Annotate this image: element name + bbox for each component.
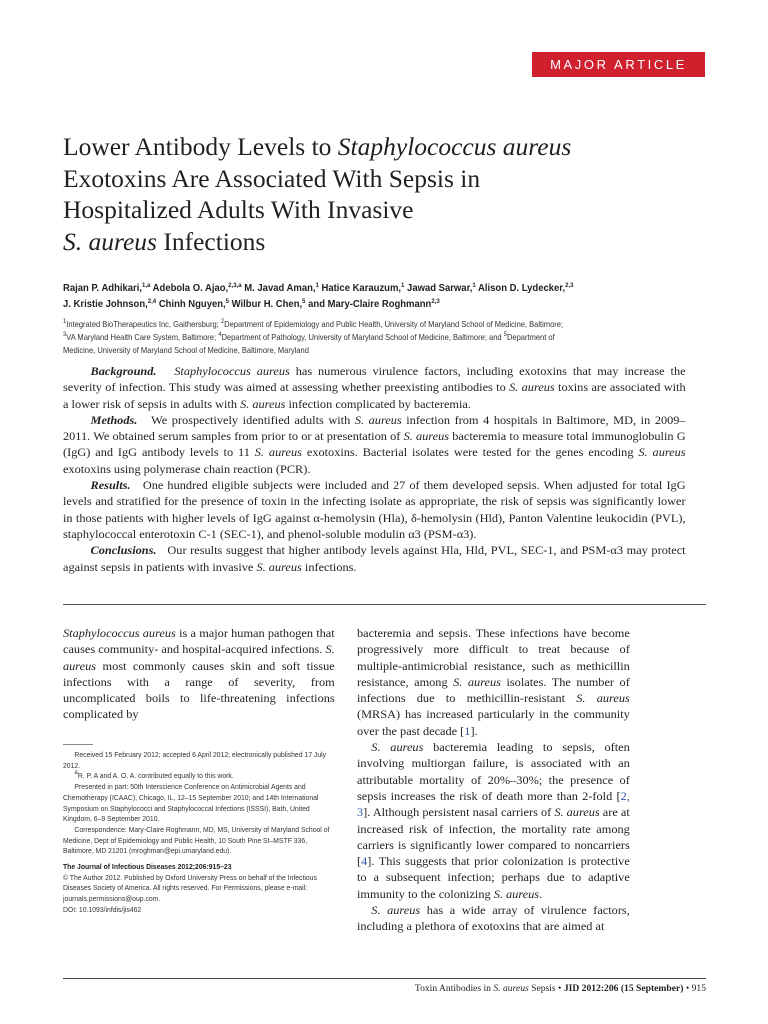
author-line (63, 281, 658, 297)
journal-citation: The Journal of Infectious Diseases 2012;206:915–23 (63, 862, 232, 872)
author-affiliation-marker: 2,3 (431, 298, 440, 305)
author-affiliation-marker: 2,4 (147, 298, 157, 305)
author-affiliation-marker: 5 (225, 298, 230, 305)
running-footer: Toxin Antibodies in S. aureus Sepsis • JID 2012:206 (15 September) • 915 (414, 983, 706, 994)
author-name: Adebola O. Ajao, (152, 283, 229, 294)
abstract-methods: Methods. We prospectively identified adults with S. aureus infection from 4 hospitals in Baltimore, MD, in 2009–2011. We obtained serum samples from prior to or at presentation of S. aureus bacteremia to measure total immunoglobulin G (IgG) and IgG antibody levels to 11 S. aureus exotoxins. Bacterial isolates were tested for the genes encoding S. aureus exotoxins using polymerase chain reaction (PCR). (63, 414, 686, 476)
author-affiliation-marker: 1 (401, 282, 405, 289)
abstract-background: Background. Staphylococcus aureus has numerous virulence factors, including exotoxins that may increase the severity of infection. This study was aimed at assessing whether preexisting antibodies to S. aureus toxins are associated with a lower risk of sepsis in adults with S. aureus infection complicated by bacteremia. (63, 366, 686, 411)
footer-divider (63, 978, 706, 979)
page-number: 915 (691, 983, 706, 994)
affiliations: $^1$Integrated BioTherapeutics Inc, Gaithersburg; $^2$Department of Epidemiology and Public Health, University of Maryland School of Medicine, Baltimore; $^3$VA Maryland Health Care System, Baltimore; $^4$Department of Pathology, University of Maryland School of Medicine, Baltimore; and $^5$Department of Medicine, University of Maryland School of Medicine, Baltimore, Maryland (63, 318, 564, 355)
author-name: Wilbur H. Chen, (231, 299, 303, 310)
author-affiliation-marker: 1 (315, 282, 319, 289)
author-list (63, 281, 658, 313)
abstract (63, 364, 686, 576)
author-name: and Mary-Claire Roghmann (308, 299, 432, 310)
author-name: J. Kristie Johnson, (63, 299, 148, 310)
citation-link[interactable]: 2, 3 (357, 790, 630, 820)
abstract-conclusions: Conclusions. Our results suggest that higher antibody levels against Hla, Hld, PVL, SEC-1, and PSM-α3 may protect against sepsis in patients with invasive S. aureus infections. (63, 545, 686, 574)
author-affiliation-marker: 2,3,a (228, 282, 242, 289)
author-name: Hatice Karauzum, (321, 283, 402, 294)
author-name: Chinh Nguyen, (158, 299, 226, 310)
body-column-right: bacteremia and sepsis. These infections have become progressively more difficult to treat because of multiple-antimicrobial resistance, such as methicillin resistance, among S. aureus isolates. The number of infections due to methicillin-resistant S. aureus (MRSA) has increased particularly in the community over the past decade [1]. S. aureus bacteremia leading to sepsis, often involving multiorgan failure, is associated with an attributable mortality of 20%–30%; the presence of sepsis increases the risk of death more than 2-fold [2, 3]. Although persistent nasal carriers of S. aureus are at increased risk of infection, the mortality rate among carriers is significantly lower compared to noncarriers [4]. This suggests that prior colonization is protective to a subsequent infection; perhaps due to adaptive immunity to the colonizing S. aureus. S. aureus has a wide array of virulence factors, including a plethora of exotoxins that are aimed at (357, 628, 630, 934)
author-name: Rajan P. Adhikari, (63, 283, 142, 294)
article-title: Lower Antibody Levels to Staphylococcus aureus Exotoxins Are Associated With Sepsis in Hospitalized Adults With Invasive S. aureus Infections (63, 132, 572, 256)
author-line (63, 297, 658, 313)
footnotes: Received 15 February 2012; accepted 6 April 2012; electronically published 17 July 2012. $^a$R. P. A and A. O. A. contributed equally to this work. Presented in part: 50th Interscience Conference on Antimicrobial Agents and Chemotherapy (ICAAC), Chicago, IL, 12–15 September 2010; and 14th International Symposium on Staphylococci and Staphylococcal Infections (ISSSI), Bath, United Kingdom, 6–9 September 2010. Correspondence: Mary-Claire Roghmann, MD, MS, University of Maryland School of Medicine, Dept of Epidemiology and Public Health, 10 South Pine St–MSTF 336, Baltimore, MD 21201 (mroghman@epi.umaryland.edu). The Journal of Infectious Diseases 2012;206:915–23 © The Author 2012. Published by Oxford University Press on behalf of the Infectious Diseases Society of America. All rights reserved. For Permissions, please e-mail: journals.permissions@oup.com. DOI: 10.1093/infdis/jis462 (63, 750, 332, 916)
author-affiliation-marker: 5 (302, 298, 306, 305)
author-affiliation-marker: 1 (472, 282, 476, 289)
citation-link[interactable]: 1 (464, 725, 471, 738)
body-column-left: Staphylococcus aureus is a major human pathogen that causes community- and hospital-acquired infections. S. aureus most commonly causes skin and soft tissue infections with a range of severity, from uncomplicated boils to life-threatening infections complicated by (63, 628, 335, 722)
abstract-divider (63, 604, 706, 605)
doi: DOI: 10.1093/infdis/jis462 (63, 904, 142, 914)
author-affiliation-marker: 2,3 (565, 282, 574, 289)
article-type-banner: MAJOR ARTICLE (532, 52, 705, 77)
abstract-results: Results. One hundred eligible subjects were included and 27 of them developed sepsis. When adjusted for total IgG levels and stratified for the presence of toxin in the infecting isolate as appropriate, the risk of sepsis was significantly lower in those patients with higher levels of IgG against α-hemolysin (Hla), δ-hemolysin (Hld), Panton Valentine leukocidin (PVL), staphylococcal enterotoxin C-1 (SEC-1), and phenol-soluble modulin α3 (PSM-α3). (63, 480, 686, 541)
author-name: M. Javad Aman, (244, 283, 316, 294)
citation-link[interactable]: 4 (361, 856, 368, 869)
author-affiliation-marker: 1,a (141, 282, 151, 289)
footnote-divider (63, 744, 93, 745)
author-name: Jawad Sarwar, (407, 283, 473, 294)
author-name: Alison D. Lydecker, (478, 283, 566, 294)
